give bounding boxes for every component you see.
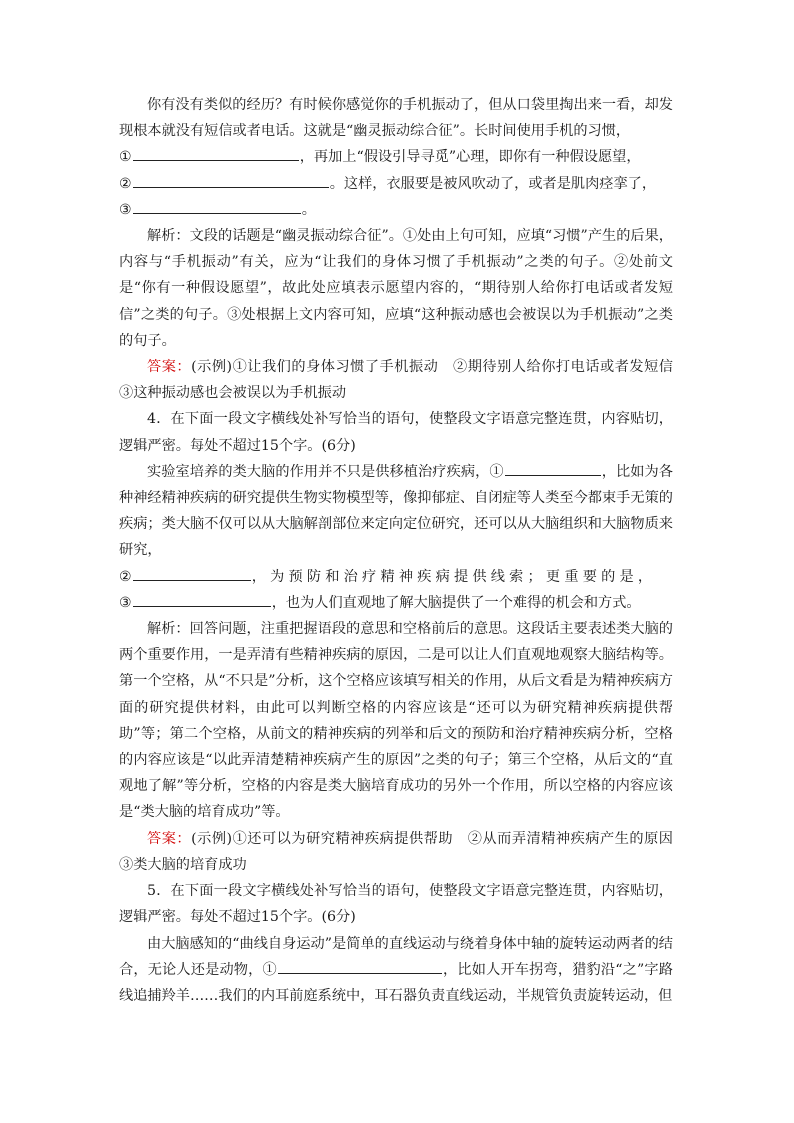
q4-after-blank-2: ，为预防和治疗精神疾病提供线索；更重要的是， (251, 568, 657, 585)
analysis-label: 解析： (147, 621, 190, 638)
q3-analysis (119, 223, 673, 354)
q4-answer (119, 826, 688, 878)
blank-marker-3: ③ (119, 201, 132, 218)
q4-passage (119, 459, 673, 616)
blank-marker-2: ② (119, 568, 132, 585)
fill-blank-2[interactable] (133, 564, 251, 581)
q5-stem: 由大脑感知的“曲线自身运动”是简单的直线运动与绕着身体中轴的旋转运动两者的结合，无论人还是动物， (119, 935, 673, 978)
document-page (119, 92, 688, 1009)
q5-after-blank-1: ，比如人开车拐弯，猎豹沿“之”字路线追捕羚羊……我们的内耳前庭系统中，耳石器负责直线运动，半规管负责旋转运动，但 (119, 961, 673, 1004)
blank-marker-3: ③ (119, 594, 132, 611)
analysis-label: 解析： (147, 228, 190, 245)
q3-answer (119, 354, 688, 406)
q4-stem: 实验室培养的类大脑的作用并不只是供移植治疗疾病， (147, 463, 490, 480)
q4-analysis (119, 616, 673, 826)
q4-after-blank-3: ，也为人们直观地了解大脑提供了一个难得的机会和方式。 (271, 594, 641, 611)
q3-after-blank-2: 。这样，衣服要是被风吹动了，或者是肌肉痉挛了， (329, 175, 657, 192)
answer-label: 答案： (147, 830, 192, 847)
blank-marker-1: ① (262, 961, 277, 978)
blank-marker-1: ① (489, 463, 504, 480)
blank-marker-1: ① (119, 149, 132, 166)
q5-passage (119, 931, 673, 1010)
fill-blank-1[interactable] (505, 459, 601, 476)
q3-stem: 你有没有类似的经历？有时候你感觉你的手机振动了，但从口袋里掏出来一看，却发现根本就没有短信或者电话。这就是“幽灵振动综合征”。长时间使用手机的习惯， (119, 97, 673, 140)
fill-blank-3[interactable] (133, 590, 271, 607)
fill-blank-3[interactable] (133, 197, 301, 214)
q3-passage (119, 92, 673, 223)
q4-after-blank-1: ，比如为各种神经精神疾病的研究提供生物实物模型等，像抑郁症、自闭症等人类至今都束手无策的疾病；类大脑不仅可以从大脑解剖部位来定向定位研究，还可以从大脑组织和大脑物质来研究， (119, 463, 673, 559)
q3-after-blank-1: ，再加上“假设引导寻觅”心理，即你有一种假设愿望， (299, 149, 641, 166)
answer-text: (示例)①让我们的身体习惯了手机振动 ②期待别人给你打电话或者发短信 ③这种振动感也会被误以为手机振动 (119, 359, 688, 402)
fill-blank-1[interactable] (133, 144, 299, 161)
answer-label: 答案： (147, 359, 192, 376)
answer-text: (示例)①还可以为研究精神疾病提供帮助 ②从而弄清精神疾病产生的原因 ③类大脑的培育成功 (119, 830, 688, 873)
fill-blank-2[interactable] (133, 171, 329, 188)
fill-blank-1[interactable] (278, 957, 442, 974)
q3-after-blank-3: 。 (301, 201, 316, 218)
blank-marker-2: ② (119, 175, 132, 192)
analysis-text: 回答问题，注重把握语段的意思和空格前后的意思。这段话主要表述类大脑的两个重要作用，一是弄清有些精神疾病的原因，二是可以让人们直观地观察大脑结构等。第一个空格，从“不只是”分析，这个空格应该填写相关的作用，从后文看是为精神疾病方面的研究提供材料，由此可以判断空格的内容应该是“还可以为研究精神疾病提供帮助”等；第二个空格，从前文的精神疾病的列举和后文的预防和治疗精神疾病分析，空格的内容应该是“以此弄清楚精神疾病产生的原因”之类的句子；第三个空格，从后文的“直观地了解”等分析，空格的内容是类大脑培育成功的另外一个作用，所以空格的内容应该是“类大脑的培育成功”等。 (119, 621, 673, 821)
q5-question: 5．在下面一段文字横线处补写恰当的语句，使整段文字语意完整连贯，内容贴切，逻辑严密。每处不超过15个字。(6分) (119, 883, 673, 926)
q4-question: 4．在下面一段文字横线处补写恰当的语句，使整段文字语意完整连贯，内容贴切，逻辑严密。每处不超过15个字。(6分) (119, 411, 673, 454)
analysis-text: 文段的话题是“幽灵振动综合征”。①处由上句可知，应填“习惯”产生的后果，内容与“手机振动”有关，应为“让我们的身体习惯了手机振动”之类的句子。②处前文是“你有一种假设愿望”，故此处应填表示愿望内容的，“期待别人给你打电话或者发短信”之类的句子。③处根据上文内容可知，应填“这种振动感也会被误以为手机振动”之类的句子。 (119, 228, 673, 349)
